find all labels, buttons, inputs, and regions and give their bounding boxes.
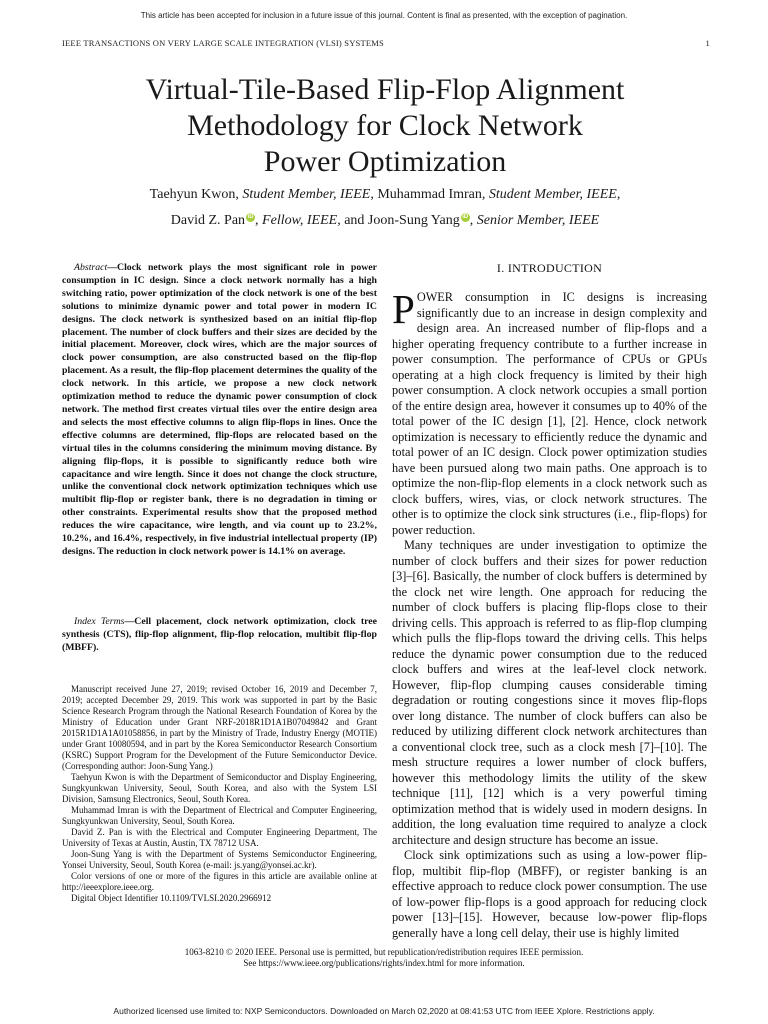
paragraph-text: OWER consumption in IC designs is increasing significantly due to an increase in design complexity and design area. An increased number of flip-flops and a higher operating frequency contribute to a further increase in power consumption. The performance of CPUs or GPUs operating at a high clock frequency is limited by their high power consumption. A clock network occupies a small portion of the entire design area, however it consumes up to 40% of the total power of the IC design [1], [2]. Hence, clock network optimization is necessary to efficiently reduce the dynamic and total power of an IC design. Clock power optimization studies have been pursued along two main paths. One approach is to optimize the non-flip-flop elements in a clock network such as clock buffers, wires, vias, or clock network structures. The other is to optimize the clock sink structures (i.e., flip-flops) for power reduction.: [392, 290, 707, 537]
index-terms-text: Cell placement, clock network optimization, clock tree synthesis (CTS), flip-flop alignment, flip-flop relocation, multibit flip-flop (MBFF).: [62, 616, 377, 653]
author-name: , and Joon-Sung Yang: [337, 213, 460, 228]
abstract-text: Clock network plays the most significant role in power consumption in IC design. Since a clock network normally has a high switching ratio, power optimization of the clock network is one of the best solutions to minimize dynamic power and total power in modern IC designs. The clock network is synthesized based on an initial flip-flop placement. The number of clock buffers and their sizes are decided by the initial placement. Moreover, clock wires, which are the major sources of clock power consumption, are also constructed based on the flip-flop placement. As a result, the flip-flop placement determines the quality of the clock network. In this article, we propose a new clock network optimization method to reduce the dynamic power consumption of clock network. The method first creates virtual tiles over the entire design area and selects the most effective columns to align flip-flops in lines. Once the effective columns are determined, flip-flops are relocated based on the virtual tiles in the columns considering the minimum moving distance. By aligning flip-flops, it is possible to significantly reduce both wire capacitance and wire length. Since it does not change the clock structure, unlike the conventional clock network optimization techniques which use multibit flip-flop or register bank, there is no degradation in timing or other constraints. Experimental results show that the proposed method reduces the wire capacitance, wire length, and via count up to 23.2%, 10.2%, and 16.4%, respectively, in five industrial intellectual property (IP) designs. The reduction in clock network power is 14.1% on average.: [62, 262, 377, 557]
author-line-1: [40, 182, 730, 208]
footnote-manuscript: Manuscript received June 27, 2019; revised October 16, 2019 and December 7, 2019; accepted December 29, 2019. This work was supported in part by the Basic Science Research Program through the National Research Foundation of Korea by the Ministry of Education under Grant NRF-2018R1D1A1B07049842 and Grant 2015R1D1A1A01058856, in part by the Ministry of Trade, Industry Energy (MOTIE) under Grant 10080594, and in part by the Korea Semiconductor Research Consortium (KSRC) Support Program for the Development of the Future Semiconductor Device. (Corresponding author: Joon-Sung Yang.): [62, 684, 377, 771]
footnote-affiliation: Joon-Sung Yang is with the Department of Systems Semiconductor Engineering, Yonsei University, Seoul, South Korea (e-mail: js.yang@yonsei.ac.kr).: [62, 849, 377, 870]
footnotes: [62, 684, 377, 904]
journal-name: IEEE TRANSACTIONS ON VERY LARGE SCALE INTEGRATION (VLSI) SYSTEMS: [62, 38, 384, 48]
author-separator: ,: [255, 213, 263, 228]
author-name: David Z. Pan: [170, 213, 246, 228]
footnote-doi: Digital Object Identifier 10.1109/TVLSI.2020.2966912: [71, 893, 272, 903]
footnote-affiliation: David Z. Pan is with the Electrical and Computer Engineering Department, The University of Texas at Austin, Austin, TX 78712 USA.: [62, 827, 377, 848]
index-terms-label: Index Terms: [74, 616, 125, 627]
footnote-affiliation: Muhammad Imran is with the Department of Electrical and Computer Engineering, Sungkyunkwan University, Seoul, South Korea.: [62, 805, 377, 826]
orcid-icon[interactable]: iD: [247, 214, 254, 220]
section-heading: [392, 261, 707, 276]
author-line-2: [40, 208, 730, 234]
footnote-affiliation: Taehyun Kwon is with the Department of Semiconductor and Display Engineering, Sungkyunkwan University, Seoul, South Korea, and also with the System LSI Division, Samsung Electronics, Seoul, South Korea.: [62, 772, 377, 804]
drop-cap: P: [392, 286, 415, 332]
section-number: I.: [496, 261, 508, 275]
author-name: Taehyun Kwon,: [149, 187, 243, 202]
title-line-1: Virtual-Tile-Based Flip-Flop Alignment: [145, 73, 625, 106]
footnote-color-versions: Color versions of one or more of the figures in this article are available online at http://ieeexplore.ieee.org.: [62, 871, 377, 892]
paragraph: Clock sink optimizations such as using a low-power flip-flop, multibit flip-flop (MBFF), or register banking is an effective approach to reduce clock power consumption. The use of low-power flip-flops is a good approach for reducing clock power [13]–[15]. However, because low-power flip-flops generally have a long cell delay, their use is highly limited: [392, 848, 707, 940]
title-line-2: Methodology for Clock Network: [187, 109, 583, 142]
author-separator: , Muhammad Imran,: [370, 187, 489, 202]
author-membership: Student Member, IEEE: [488, 187, 617, 202]
acceptance-notice: This article has been accepted for inclusion in a future issue of this journal. Content is final as presented, with the exception of pagination.: [140, 11, 628, 20]
page-number: 1: [705, 38, 710, 48]
orcid-icon[interactable]: iD: [462, 214, 469, 220]
section-title-rest: NTRODUCTION: [512, 261, 603, 275]
introduction-body: [392, 286, 707, 941]
author-separator: ,: [469, 213, 477, 228]
section-initial: I: [507, 261, 513, 275]
paragraph: Many techniques are under investigation to optimize the number of clock buffers and their sizes for power reduction [3]–[6]. Basically, the number of clock buffers is determined by the clock net wire length. One approach for reducing the number of clock buffers is placing flip-flops close to their driving cells. This approach is referred to as flip-flop clumping which pulls the flip-flops toward the driving cells. This helps reduce the dynamic power consumption due to the reduced clock buffers and wires at the leaf-level clock network. However, flip-flop clumping causes considerable timing degradation or routing congestions since it moves flip-flops over long distance. The number of clock buffers can also be reduced by utilizing different clock network architectures than a conventional clock tree, such as a clock mesh [7]–[10]. The mesh structure requires a lower number of clock buffers, however this methodology limits the utility of the skew technique [11], [12] which is a very powerful timing optimization method that is widely used in modern designs. In addition, the long evaluation time required to analyze a clock architecture and design structure has become an issue.: [392, 538, 707, 847]
author-list: [40, 182, 730, 234]
paper-title: [60, 72, 710, 180]
abstract: [62, 262, 377, 559]
index-terms-dash: —: [124, 616, 135, 627]
author-separator: ,: [616, 187, 621, 202]
copyright-line: 1063-8210 © 2020 IEEE. Personal use is permitted, but republication/redistribution requires IEEE permission.: [184, 947, 584, 957]
paragraph: [392, 286, 707, 538]
author-membership: Fellow, IEEE: [262, 213, 338, 228]
journal-running-head: [62, 38, 710, 48]
license-notice: Authorized licensed use limited to: NXP Semiconductors. Downloaded on March 02,2020 at 08:41:53 UTC from IEEE Xplore. Restrictions apply.: [113, 1006, 655, 1016]
copyright-notice: [100, 947, 668, 969]
rights-url-line: See https://www.ieee.org/publications/rights/index.html for more information.: [243, 958, 525, 968]
title-line-3: Power Optimization: [263, 145, 507, 178]
abstract-label: Abstract: [74, 262, 108, 273]
abstract-dash: —: [107, 262, 117, 273]
index-terms: [62, 616, 377, 655]
author-membership: Student Member, IEEE: [242, 187, 371, 202]
author-membership: Senior Member, IEEE: [476, 213, 600, 228]
